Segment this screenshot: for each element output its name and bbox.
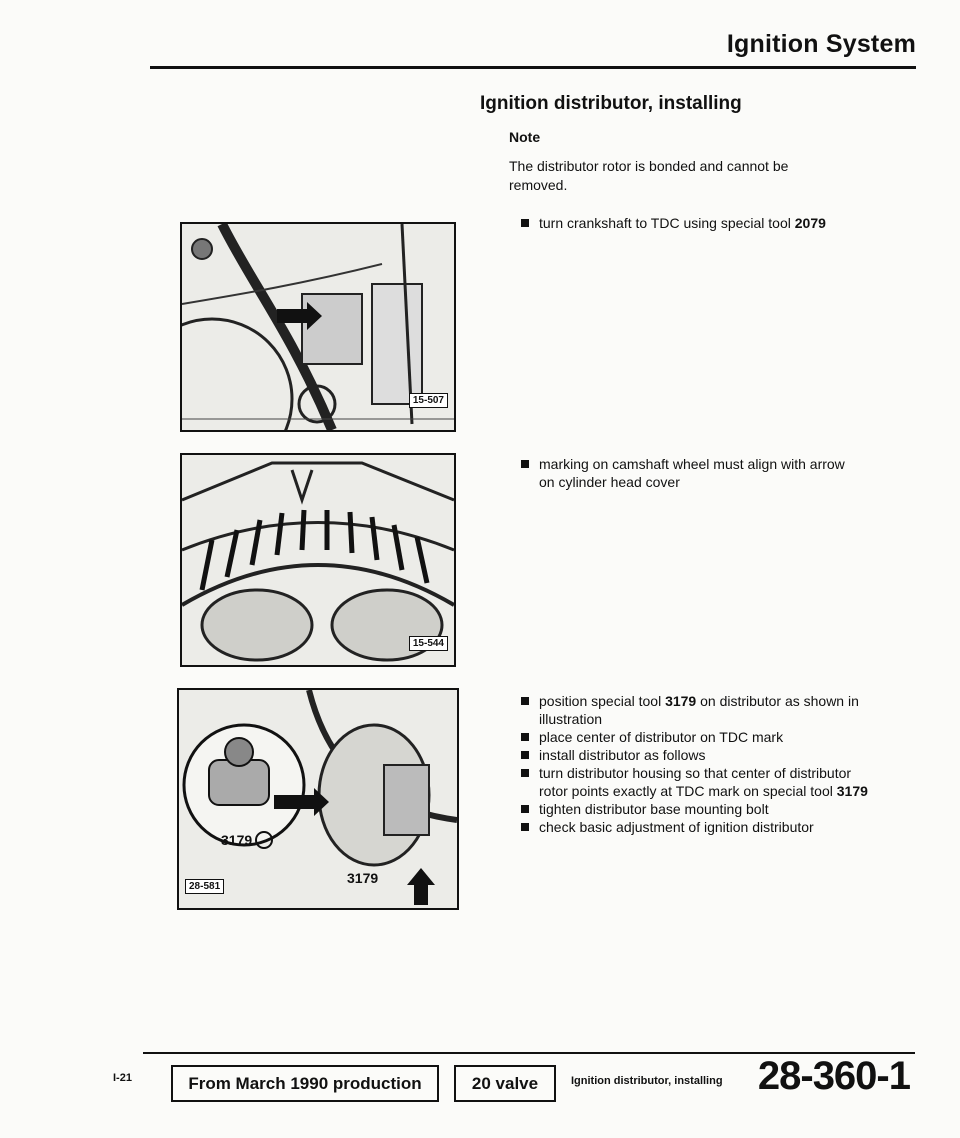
- figure-code: 15-507: [409, 393, 448, 408]
- steps-group-2: [521, 455, 861, 491]
- step-item: turn crankshaft to TDC using special tool 2079: [521, 214, 826, 232]
- camshaft-illustration: [182, 455, 454, 665]
- page-header-title: Ignition System: [726, 30, 916, 58]
- figure-code: 15-544: [409, 636, 448, 651]
- figure-crankshaft-tdc: [180, 222, 456, 432]
- step-item: place center of distributor on TDC mark: [521, 728, 871, 746]
- valve-box: 20 valve: [454, 1065, 556, 1102]
- production-box: From March 1990 production: [171, 1065, 439, 1102]
- step-item: install distributor as follows: [521, 746, 871, 764]
- step-item: check basic adjustment of ignition distributor: [521, 818, 871, 836]
- section-title: Ignition distributor, installing: [480, 93, 742, 114]
- tool-label: 3179: [221, 832, 253, 848]
- figure-distributor-tool: [177, 688, 459, 910]
- steps-group-1: [521, 214, 826, 232]
- header-divider: [150, 66, 916, 69]
- footer-label: Ignition distributor, installing: [571, 1075, 723, 1087]
- figure-code: 28-581: [185, 879, 224, 894]
- note-text: The distributor rotor is bonded and cannot be removed.: [509, 158, 789, 193]
- step-item: turn distributor housing so that center of distributor rotor points exactly at TDC mark on special tool 3179: [521, 764, 871, 800]
- page-number: 28-360-1: [757, 1054, 910, 1098]
- tool-label: 3179: [347, 870, 379, 886]
- step-item: marking on camshaft wheel must align with arrow on cylinder head cover: [521, 455, 861, 491]
- note-label: Note: [509, 129, 541, 145]
- steps-group-3: [521, 692, 871, 836]
- distributor-illustration: [179, 690, 457, 908]
- step-item: position special tool 3179 on distributor as shown in illustration: [521, 692, 871, 728]
- figure-camshaft-wheel: [180, 453, 456, 667]
- page-ref: I-21: [113, 1072, 132, 1084]
- step-item: tighten distributor base mounting bolt: [521, 800, 871, 818]
